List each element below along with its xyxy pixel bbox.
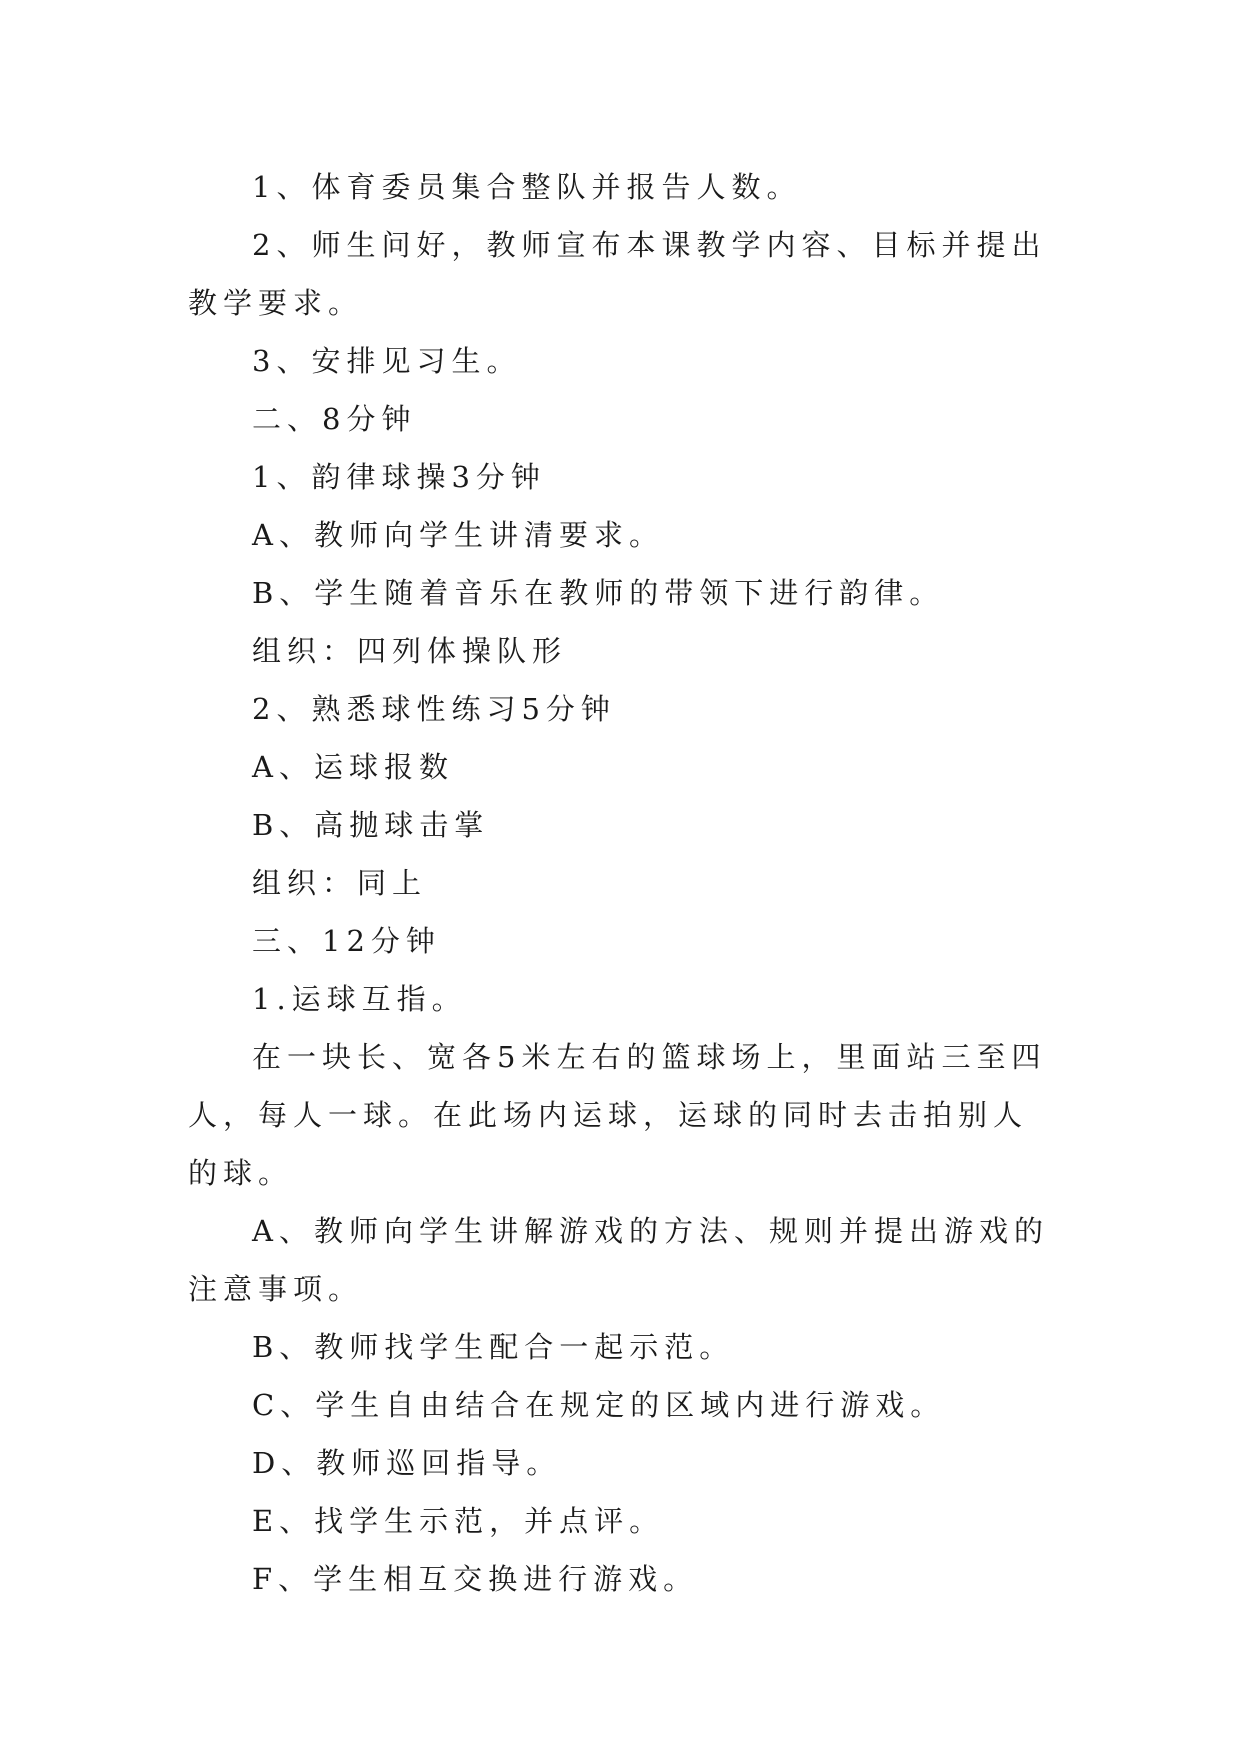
paragraph-11: B、高抛球击掌 (252, 808, 490, 842)
paragraph-8: 组织：四列体操队形 (252, 634, 568, 668)
paragraph-12: 组织：同上 (252, 866, 428, 900)
paragraph-1: 1、体育委员集合整队并报告人数。 (252, 170, 802, 204)
paragraph-18: C、学生自由结合在规定的区域内进行游戏。 (252, 1388, 946, 1422)
paragraph-4: 二、8分钟 (252, 402, 417, 436)
paragraph-2: 2、师生问好，教师宣布本课教学内容、目标并提出教学要求。 (188, 228, 1047, 320)
paragraph-20: E、找学生示范，并点评。 (252, 1504, 665, 1538)
paragraph-16: A、教师向学生讲解游戏的方法、规则并提出游戏的注意事项。 (188, 1214, 1049, 1306)
document-body (188, 158, 1058, 1608)
paragraph-7: B、学生随着音乐在教师的带领下进行韵律。 (252, 576, 945, 610)
paragraph-10: A、运球报数 (252, 750, 454, 784)
paragraph-17: B、教师找学生配合一起示范。 (252, 1330, 735, 1364)
paragraph-13: 三、12分钟 (252, 924, 441, 958)
paragraph-19: D、教师巡回指导。 (252, 1446, 562, 1480)
paragraph-9: 2、熟悉球性练习5分钟 (252, 692, 616, 726)
paragraph-15: 在一块长、宽各5米左右的篮球场上，里面站三至四人，每人一球。在此场内运球，运球的同时去击拍别人的球。 (188, 1040, 1047, 1190)
paragraph-3: 3、安排见习生。 (252, 344, 522, 378)
paragraph-5: 1、韵律球操3分钟 (252, 460, 546, 494)
paragraph-14: 1.运球互指。 (252, 982, 467, 1016)
paragraph-21: F、学生相互交换进行游戏。 (252, 1562, 699, 1596)
paragraph-6: A、教师向学生讲清要求。 (252, 518, 664, 552)
